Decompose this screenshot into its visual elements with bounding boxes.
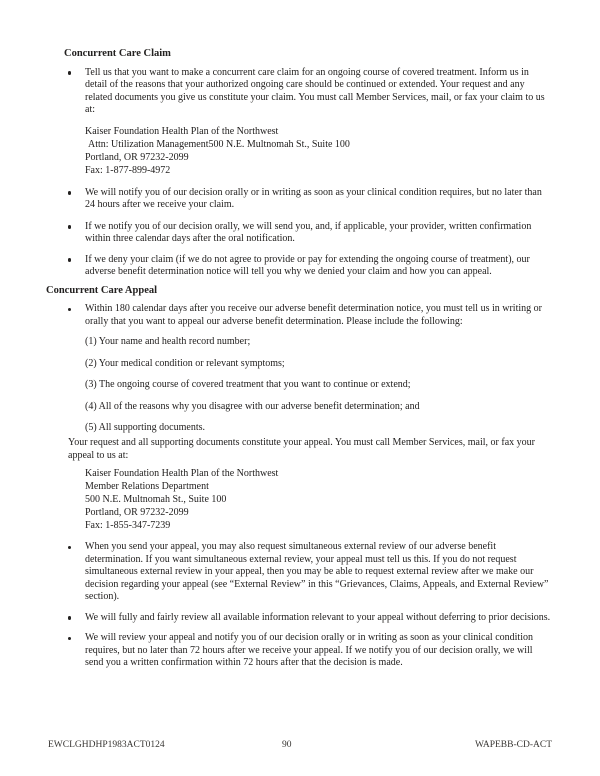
bullet-icon: [68, 258, 71, 261]
bullet-text: If we deny your claim (if we do not agree to provide or pay for extending the ongoing course of treatment), our adverse benefit determination notice will tell you why we denied your claim and how you can appeal.: [85, 253, 530, 277]
bullet-item-appeal-intro: [85, 303, 552, 328]
address-line: Kaiser Foundation Health Plan of the Northwest: [85, 125, 279, 137]
document-content: [46, 47, 552, 678]
bullet-text: When you send your appeal, you may also request simultaneous external review of our adverse benefit determination. If you want simultaneous external review, your appeal must tell us this. If you do not request simultaneous external review in your appeal, then you may be able to request external review after we make our decision regarding your appeal (see “External Review” in this “Grievances, Claims, Appeals, and External Review” section).: [85, 541, 549, 602]
bullet-text: We will review your appeal and notify you of our decision orally or in writing as soon as your clinical condition requires, but no later than 72 hours after we receive your appeal. If we notify you of our decision orally, we will send you a written confirmation within 72 hours after that the decision is made.: [85, 632, 533, 668]
bullet-icon: [68, 546, 71, 549]
address-block-utilization-management: [85, 125, 552, 177]
address-line: Fax: 1-855-347-7239: [85, 520, 171, 531]
bullet-icon: [68, 637, 71, 640]
bullet-text: We will notify you of our decision orally or in writing as soon as your clinical condition requires, but no later than 24 hours after we receive your claim.: [85, 186, 542, 210]
footer-plan-code: WAPEBB-CD-ACT: [474, 740, 552, 750]
bullet-icon: [68, 616, 71, 619]
section-heading-concurrent-care-appeal: Concurrent Care Appeal: [46, 284, 158, 296]
bullet-text: Tell us that you want to make a concurrent care claim for an ongoing course of covered treatment. Inform us in detail of the reasons that your authorized ongoing care should be continued or extended. Your request and any related documents you give us constitute your claim. You must call Member Services, mail, or fax your claim to us at:: [85, 66, 545, 115]
address-line: Portland, OR 97232-2099: [85, 151, 189, 163]
numbered-item-1: (1) Your name and health record number;: [85, 336, 251, 347]
numbered-item-3: (3) The ongoing course of covered treatment that you want to continue or extend;: [85, 379, 411, 390]
section-heading-concurrent-care-claim: Concurrent Care Claim: [64, 48, 171, 59]
bullet-item-deny-claim: [85, 254, 552, 279]
address-line: Fax: 1-877-899-4972: [85, 164, 171, 176]
address-line: 500 N.E. Multnomah St., Suite 100: [85, 494, 227, 505]
paragraph-appeal-constitute: Your request and all supporting documents constitute your appeal. You must call Member Services, mail, or fax your appeal to us at:: [68, 437, 535, 461]
bullet-text: If we notify you of our decision orally, we will send you, and, if applicable, your provider, written confirmation within three calendar days after the oral notification.: [85, 220, 532, 244]
address-line: Member Relations Department: [85, 481, 209, 492]
page-footer: [48, 739, 552, 753]
numbered-item-2: (2) Your medical condition or relevant symptoms;: [85, 357, 285, 369]
bullet-item-tell-us: [85, 67, 552, 117]
bullet-item-decision-notice: [85, 632, 552, 670]
bullet-item-written-confirmation: [85, 221, 552, 246]
bullet-text: Within 180 calendar days after you receive our adverse benefit determination notice, you must tell us in writing or orally that you want to appeal our adverse benefit determination. Please include the following:: [85, 303, 542, 327]
bullet-icon: [68, 71, 71, 74]
address-line: Attn: Utilization Management500 N.E. Multnomah St., Suite 100: [88, 138, 350, 150]
bullet-text: We will fully and fairly review all available information relevant to your appeal without deferring to prior decisions.: [85, 611, 551, 623]
address-block-member-relations: [85, 467, 552, 532]
bullet-icon: [68, 191, 71, 194]
bullet-item-external-review: [85, 541, 552, 604]
numbered-list-appeal-requirements: [46, 336, 552, 435]
footer-page-number: 90: [282, 740, 292, 750]
bullet-item-fair-review: [85, 612, 552, 625]
bullet-item-notify-decision: [85, 187, 552, 212]
address-line: Portland, OR 97232-2099: [85, 507, 189, 518]
bullet-icon: [68, 308, 71, 311]
address-line: Kaiser Foundation Health Plan of the Northwest: [85, 468, 279, 479]
bullet-icon: [68, 225, 71, 228]
numbered-item-4: (4) All of the reasons why you disagree with our adverse benefit determination; and: [85, 400, 420, 412]
numbered-item-5: (5) All supporting documents.: [85, 422, 205, 433]
footer-document-code: EWCLGHDHP1983ACT0124: [48, 740, 165, 750]
